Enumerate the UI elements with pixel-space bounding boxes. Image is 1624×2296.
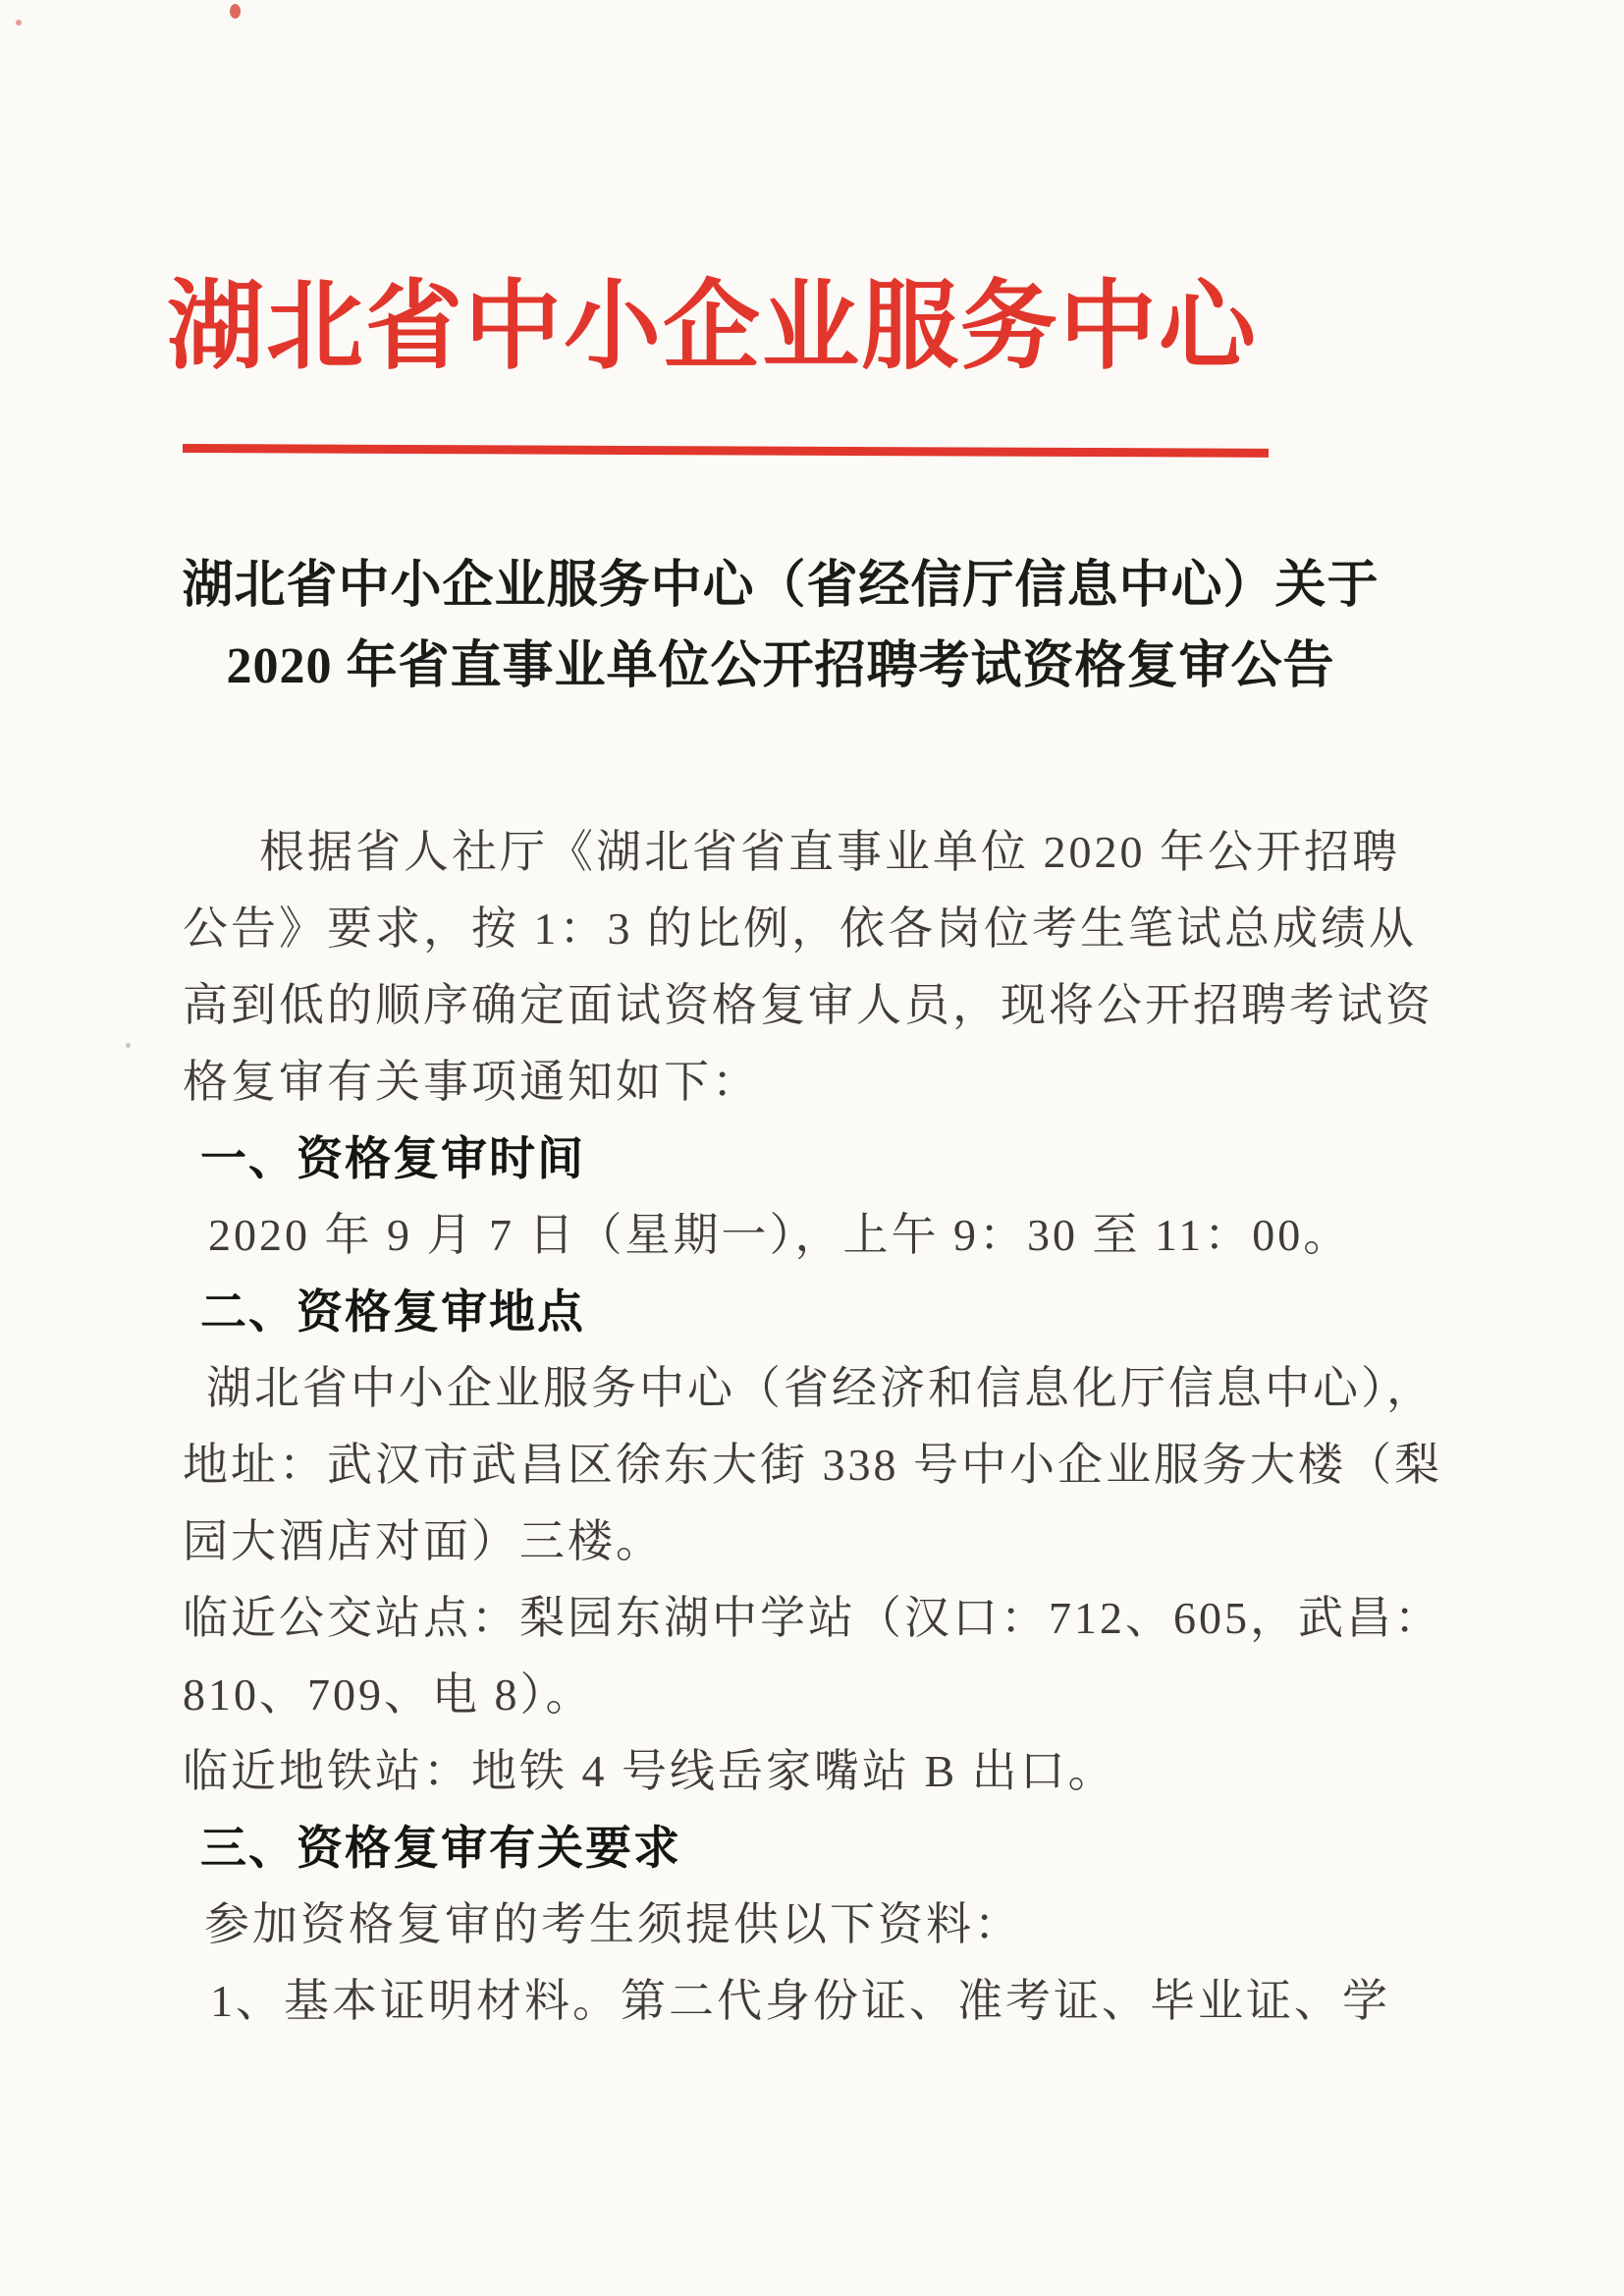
section-heading: 一、资格复审时间	[200, 1132, 585, 1184]
letterhead-divider-rule	[183, 444, 1269, 458]
scan-speck	[230, 4, 241, 19]
announcement-title-line-1: 湖北省中小企业服务中心（省经信厅信息中心）关于	[182, 558, 1380, 614]
body-line: 临近地铁站：地铁 4 号线岳家嘴站 B 出口。	[183, 1746, 1116, 1796]
announcement-title	[157, 546, 1404, 707]
scan-speck	[16, 20, 22, 26]
body-line: 2020 年 9 月 7 日（星期一），上午 9：30 至 11：00。	[208, 1210, 1352, 1260]
letterhead-org-title: 湖北省中小企业服务中心	[167, 274, 1258, 381]
section-heading: 三、资格复审有关要求	[200, 1822, 681, 1874]
section-heading: 二、资格复审地点	[200, 1285, 585, 1338]
body-line: 格复审有关事项通知如下：	[183, 1057, 760, 1107]
body-line: 园大酒店对面）三楼。	[183, 1516, 664, 1566]
scan-speck	[126, 1043, 131, 1048]
body-line: 高到低的顺序确定面试资格复审人员，现将公开招聘考试资	[183, 980, 1434, 1030]
body-text	[183, 814, 1489, 2040]
body-line: 湖北省中小企业服务中心（省经济和信息化厅信息中心），	[206, 1363, 1435, 1413]
body-line: 根据省人社厅《湖北省省直事业单位 2020 年公开招聘	[259, 827, 1400, 877]
body-line: 公告》要求，按 1：3 的比例，依各岗位考生笔试总成绩从	[183, 903, 1417, 954]
body-line: 1、基本证明材料。第二代身份证、准考证、毕业证、学	[210, 1976, 1390, 2026]
body-line: 地址：武汉市武昌区徐东大街 338 号中小企业服务大楼（梨	[183, 1440, 1442, 1490]
body-line: 临近公交站点：梨园东湖中学站（汉口：712、605，武昌：	[183, 1593, 1442, 1643]
announcement-title-line-2: 2020 年省直事业单位公开招聘考试资格复审公告	[226, 638, 1335, 694]
body-line: 810、709、电 8）。	[183, 1669, 594, 1720]
body-line: 参加资格复审的考生须提供以下资料：	[204, 1899, 1022, 1949]
